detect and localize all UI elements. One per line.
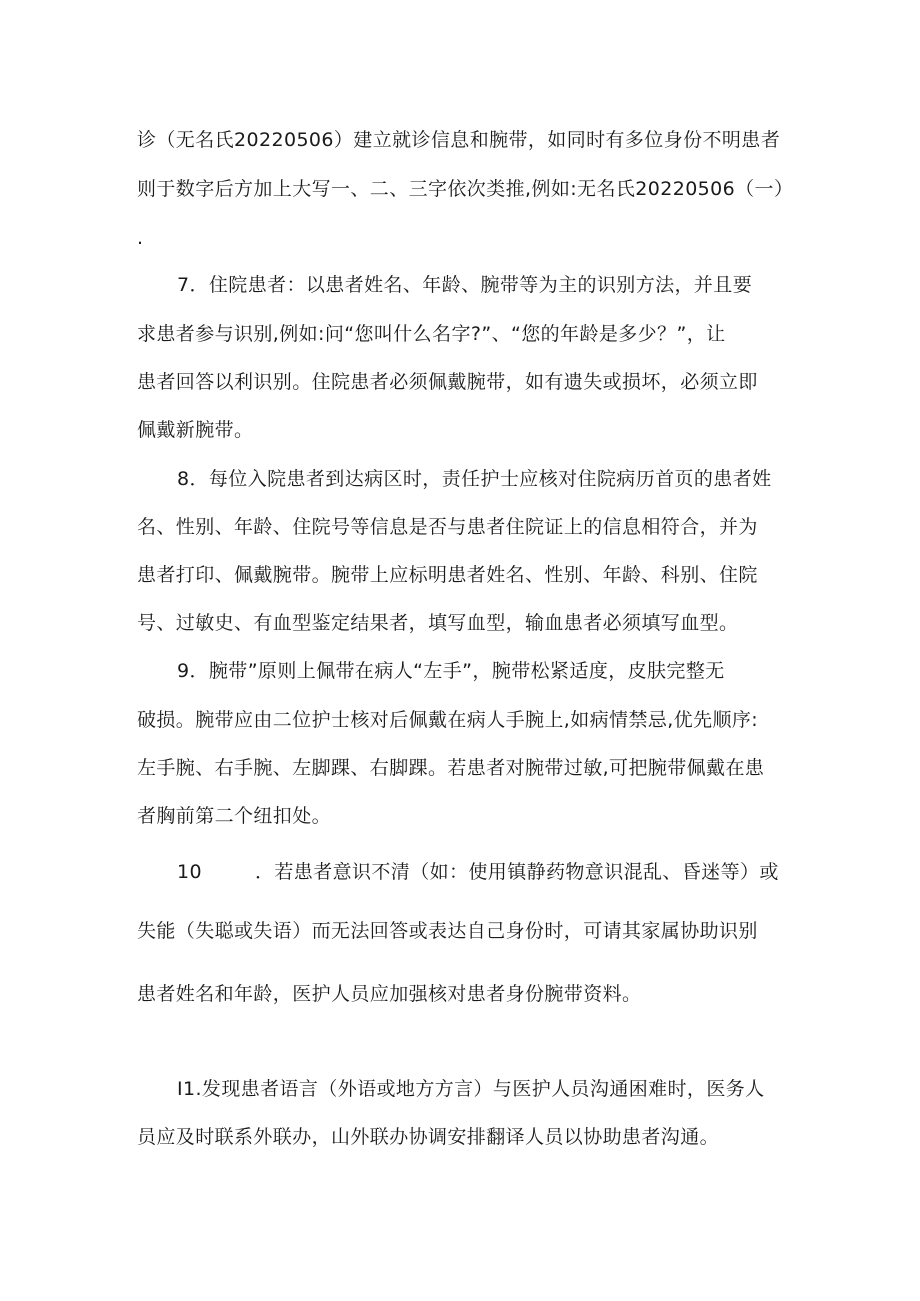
paragraph-7-line-1: 7．住院患者：以患者姓名、年龄、腕带等为主的识别方法，并且要 <box>177 274 753 296</box>
paragraph-10-line-3: 患者姓名和年龄，医护人员应加强核对患者身份腕带资料。 <box>137 983 642 1005</box>
paragraph-9-line-3: 左手腕、右手腕、左脚踝、右脚踝。若患者对腕带过敏,可把腕带佩戴在患 <box>137 757 765 779</box>
paragraph-9-line-4: 者胸前第二个纽扣处。 <box>137 805 332 827</box>
paragraph-8-line-3: 患者打印、佩戴腕带。腕带上应标明患者姓名、性别、年龄、科别、住院 <box>137 564 758 586</box>
paragraph-10-line-1: ．若患者意识不清（如：使用镇静药物意识混乱、昏迷等）或 <box>255 861 779 883</box>
paragraph-7-line-2: 求患者参与识别,例如:问“您叫什么名字?”、“您的年龄是多少？”，让 <box>137 323 726 345</box>
paragraph-7-line-4: 佩戴新腕带。 <box>137 419 254 441</box>
paragraph-7-line-3: 患者回答以利识别。住院患者必须佩戴腕带，如有遗失或损坏，必须立即 <box>137 371 758 393</box>
paragraph-9-line-2: 破损。腕带应由二位护士核对后佩戴在病人手腕上,如病情禁忌,优先顺序: <box>137 709 759 731</box>
paragraph-6-line-3: . <box>137 227 144 249</box>
paragraph-8-line-1: 8．每位入院患者到达病区时，责任护士应核对住院病历首页的患者姓 <box>177 468 772 490</box>
paragraph-11-line-2: 员应及时联系外联办，山外联办协调安排翻译人员以协助患者沟通。 <box>137 1126 720 1148</box>
paragraph-10-number: 10 <box>177 861 202 883</box>
paragraph-11-line-1: I1.发现患者语言（外语或地方方言）与医护人员沟通困难时，医务人 <box>177 1078 765 1100</box>
paragraph-6-line-2: 则于数字后方加上大写一、二、三字依次类推,例如:无名氏20220506（一） <box>137 178 794 200</box>
paragraph-6-line-1: 诊（无名氏20220506）建立就诊信息和腕带，如同时有多位身份不明患者 <box>137 129 781 151</box>
paragraph-9-line-1: 9．腕带”原则上佩带在病人“左手”，腕带松紧适度，皮肤完整无 <box>177 660 725 682</box>
paragraph-8-line-2: 名、性别、年龄、住院号等信息是否与患者住院证上的信息相符合，并为 <box>137 516 758 538</box>
paragraph-10-line-2: 失能（失聪或失语）而无法回答或表达自己身份时，可请其家属协助识别 <box>137 920 758 942</box>
paragraph-8-line-4: 号、过敏史、有血型鉴定结果者，填写血型，输血患者必须填写血型。 <box>137 612 739 634</box>
